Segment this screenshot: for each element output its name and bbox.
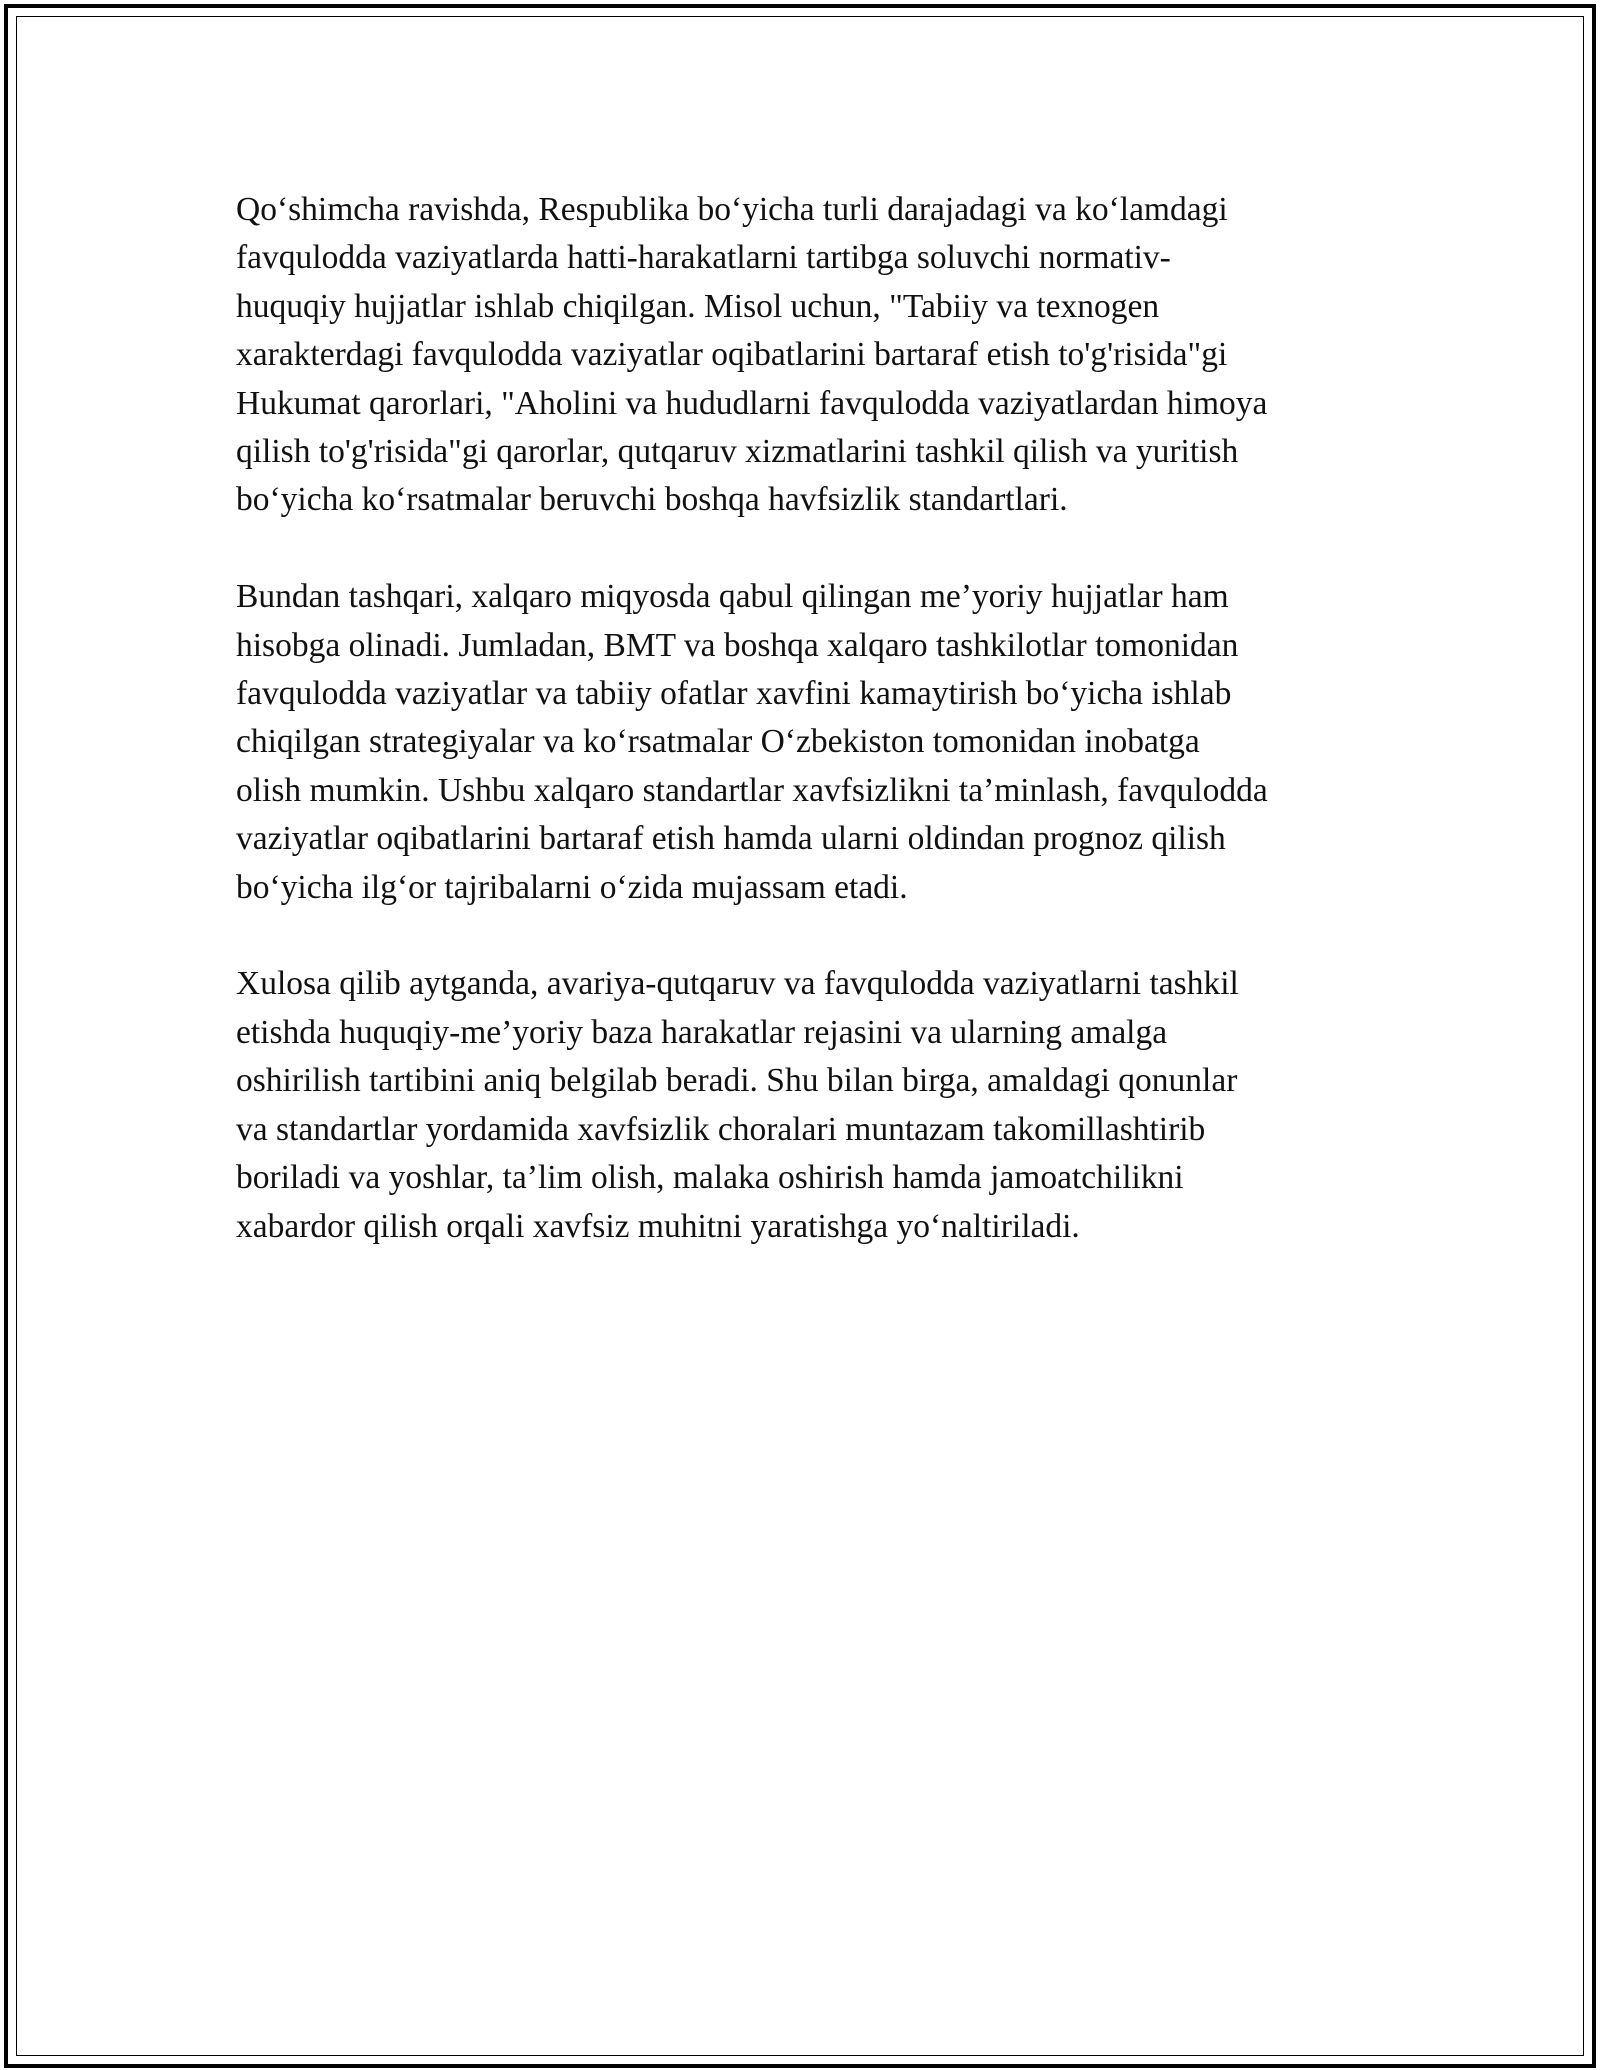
text-line: xabardor qilish orqali xavfsiz muhitni yaratishga yo‘naltiriladi.: [236, 1207, 1080, 1245]
text-line: favqulodda vaziyatlarda hatti-harakatlarni tartibga soluvchi normativ-: [236, 239, 1171, 277]
text-line: oshirilish tartibini aniq belgilab beradi. Shu bilan birga, amaldagi qonunlar: [236, 1062, 1238, 1100]
text-line: Xulosa qilib aytganda, avariya-qutqaruv va favqulodda vaziyatlarni tashkil: [236, 965, 1239, 1003]
paragraph-1: [236, 186, 1406, 525]
text-line: olish mumkin. Ushbu xalqaro standartlar xavfsizlikni ta’minlash, favqulodda: [236, 771, 1268, 809]
text-line: xarakterdagi favqulodda vaziyatlar oqibatlarini bartaraf etish to'g'risida"gi: [236, 336, 1228, 374]
text-line: Bundan tashqari, xalqaro miqyosda qabul qilingan me’yoriy hujjatlar ham: [236, 578, 1229, 616]
text-line: favqulodda vaziyatlar va tabiiy ofatlar xavfini kamaytirish bo‘yicha ishlab: [236, 675, 1232, 713]
text-line: chiqilgan strategiyalar va ko‘rsatmalar O‘zbekiston tomonidan inobatga: [236, 723, 1200, 761]
text-line: huquqiy hujjatlar ishlab chiqilgan. Misol uchun, "Tabiiy va texnogen: [236, 287, 1160, 325]
text-line: boriladi va yoshlar, ta’lim olish, malaka oshirish hamda jamoatchilikni: [236, 1159, 1184, 1197]
text-line: etishda huquqiy-me’yoriy baza harakatlar rejasini va ularning amalga: [236, 1013, 1168, 1051]
paragraph-3: [236, 960, 1406, 1250]
text-line: vaziyatlar oqibatlarini bartaraf etish hamda ularni oldindan prognoz qilish: [236, 820, 1226, 858]
paragraph-2: [236, 573, 1406, 912]
text-line: Qo‘shimcha ravishda, Respublika bo‘yicha turli darajadagi va ko‘lamdagi: [236, 191, 1228, 228]
text-line: Hukumat qarorlari, "Aholini va hududlarni favqulodda vaziyatlardan himoya: [236, 384, 1268, 422]
text-line: bo‘yicha ilg‘or tajribalarni o‘zida mujassam etadi.: [236, 868, 908, 906]
text-line: hisobga olinadi. Jumladan, BMT va boshqa xalqaro tashkilotlar tomonidan: [236, 626, 1239, 664]
document-body: [236, 186, 1406, 1299]
text-line: qilish to'g'risida"gi qarorlar, qutqaruv xizmatlarini tashkil qilish va yuritish: [236, 433, 1239, 471]
text-line: va standartlar yordamida xavfsizlik choralari muntazam takomillashtirib: [236, 1110, 1206, 1148]
text-line: bo‘yicha ko‘rsatmalar beruvchi boshqa havfsizlik standartlari.: [236, 481, 1068, 519]
